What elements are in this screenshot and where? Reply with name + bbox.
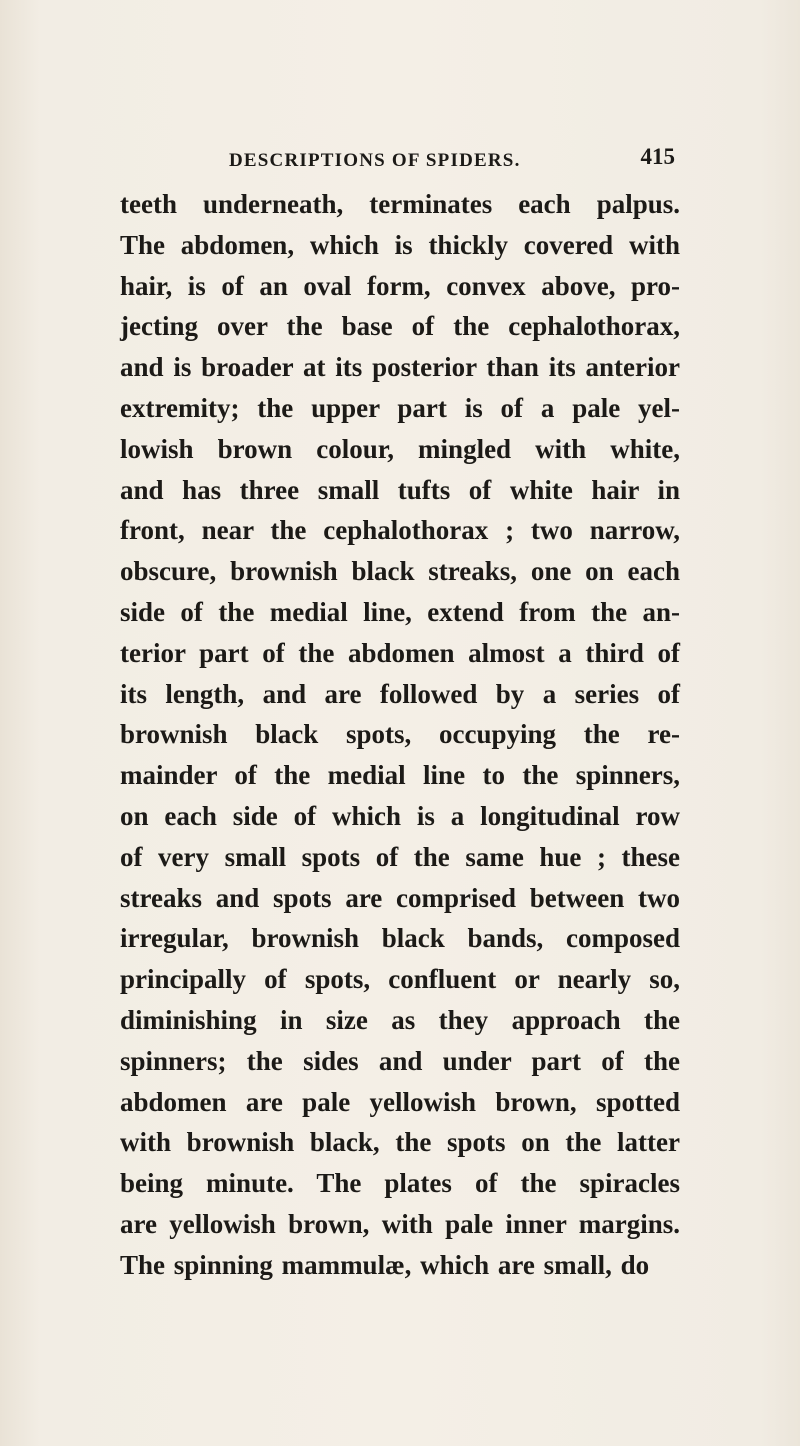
text-line: spinners; the sides and under part of the bbox=[120, 1045, 680, 1076]
text-line: mainder of the medial line to the spinners, bbox=[120, 760, 680, 791]
text-line: and is broader at its posterior than its anterior bbox=[120, 352, 680, 383]
text-line: of very small spots of the same hue ; these bbox=[120, 841, 680, 872]
text-line: obscure, brownish black streaks, one on each bbox=[120, 556, 680, 587]
text-line: being minute. The plates of the spiracles bbox=[120, 1168, 680, 1199]
text-line: irregular, brownish black bands, composed bbox=[120, 923, 680, 954]
text-line: hair, is of an oval form, convex above, pro- bbox=[120, 270, 680, 301]
text-line: brownish black spots, occupying the re- bbox=[120, 719, 680, 750]
text-line: teeth underneath, terminates each palpus. bbox=[120, 189, 680, 219]
running-head: DESCRIPTIONS OF SPIDERS. bbox=[229, 150, 521, 171]
text-line: The abdomen, which is thickly covered with bbox=[120, 229, 680, 260]
page-header bbox=[215, 144, 675, 174]
text-line: streaks and spots are comprised between two bbox=[120, 882, 680, 913]
text-line: extremity; the upper part is of a pale yel- bbox=[120, 392, 680, 423]
text-line: lowish brown colour, mingled with white, bbox=[120, 433, 680, 464]
page-number: 415 bbox=[640, 144, 675, 169]
text-line: abdomen are pale yellowish brown, spotted bbox=[120, 1086, 680, 1117]
body-text bbox=[120, 184, 680, 1286]
text-line: are yellowish brown, with pale inner margins. bbox=[120, 1208, 680, 1239]
text-line: terior part of the abdomen almost a third of bbox=[120, 637, 680, 668]
text-line: diminishing in size as they approach the bbox=[120, 1004, 680, 1035]
text-line: and has three small tufts of white hair in bbox=[120, 474, 680, 505]
text-line: principally of spots, confluent or nearly so, bbox=[120, 964, 680, 995]
text-line: on each side of which is a longitudinal row bbox=[120, 800, 680, 831]
text-line: with brownish black, the spots on the latter bbox=[120, 1127, 680, 1158]
text-line: The spinning mammulæ, which are small, do bbox=[120, 1249, 650, 1280]
text-line: front, near the cephalothorax ; two narrow, bbox=[120, 515, 680, 546]
text-line: jecting over the base of the cephalothorax, bbox=[120, 311, 680, 342]
text-line: side of the medial line, extend from the an- bbox=[120, 596, 680, 627]
text-line: its length, and are followed by a series of bbox=[120, 678, 680, 709]
